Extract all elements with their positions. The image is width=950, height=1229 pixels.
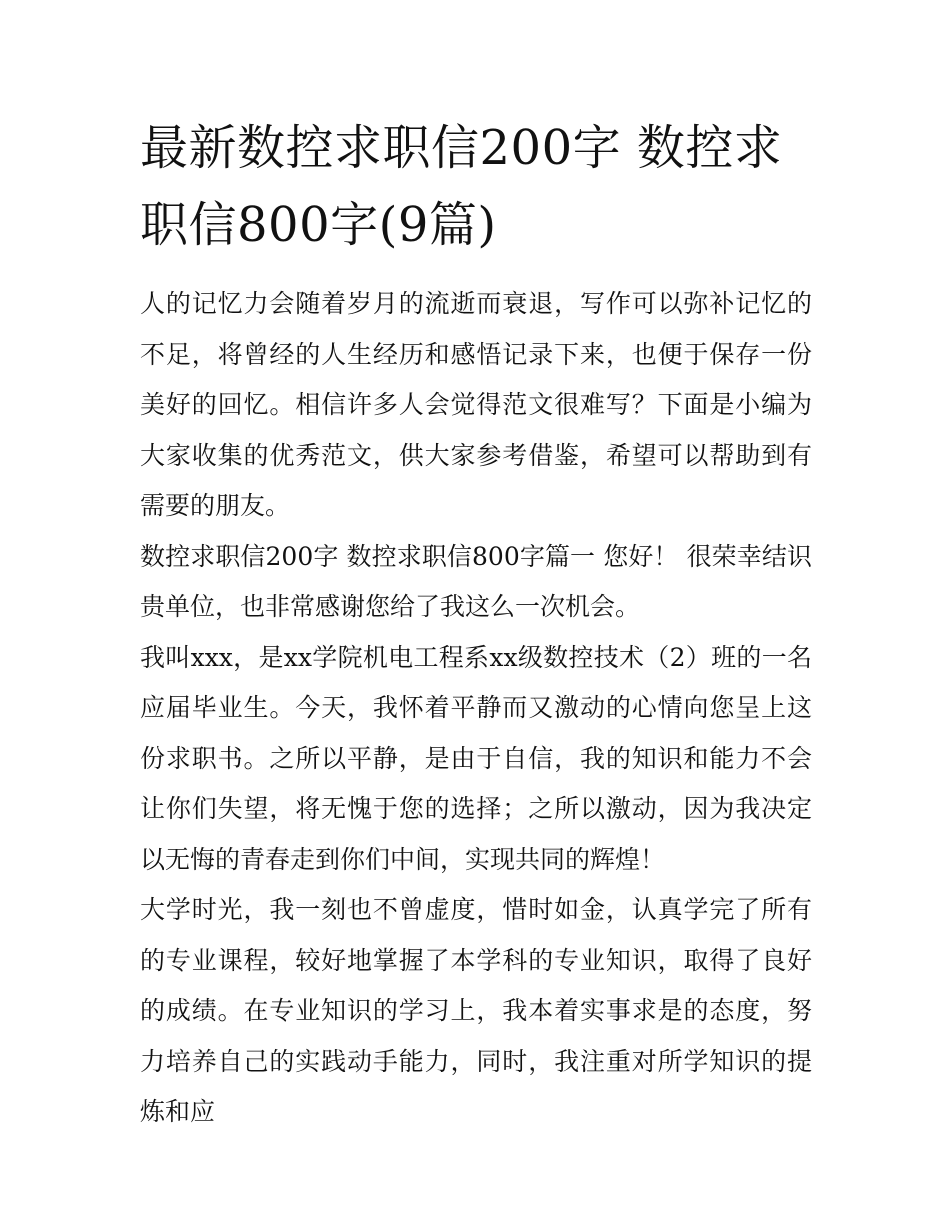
paragraph-intro: 人的记忆力会随着岁月的流逝而衰退，写作可以弥补记忆的不足，将曾经的人生经历和感悟记录下来，也便于保存一份美好的回忆。相信许多人会觉得范文很难写？下面是小编为大家收集的优秀范文，供大家参考借鉴，希望可以帮助到有需要的朋友。 xyxy=(140,289,812,520)
paragraph-greeting: 数控求职信200字 数控求职信800字篇一 您好！ 很荣幸结识贵单位，也非常感谢您给了我这么一次机会。 xyxy=(140,541,812,621)
document-content xyxy=(140,110,812,1138)
paragraph-study: 大学时光，我一刻也不曾虚度，惜时如金，认真学完了所有的专业课程，较好地掌握了本学科的专业知识，取得了良好的成绩。在专业知识的学习上，我本着实事求是的态度，努力培养自己的实践动手能力，同时，我注重对所学知识的提炼和应 xyxy=(140,895,812,1126)
document-body xyxy=(140,279,812,1138)
paragraph-self-intro: 我叫xxx，是xx学院机电工程系xx级数控技术（2）班的一名应届毕业生。今天，我怀着平静而又激动的心情向您呈上这份求职书。之所以平静，是由于自信，我的知识和能力不会让你们失望，将无愧于您的选择；之所以激动，因为我决定以无悔的青春走到你们中间，实现共同的辉煌！ xyxy=(140,642,812,874)
document-title: 最新数控求职信200字 数控求职信800字(9篇) xyxy=(140,120,783,253)
